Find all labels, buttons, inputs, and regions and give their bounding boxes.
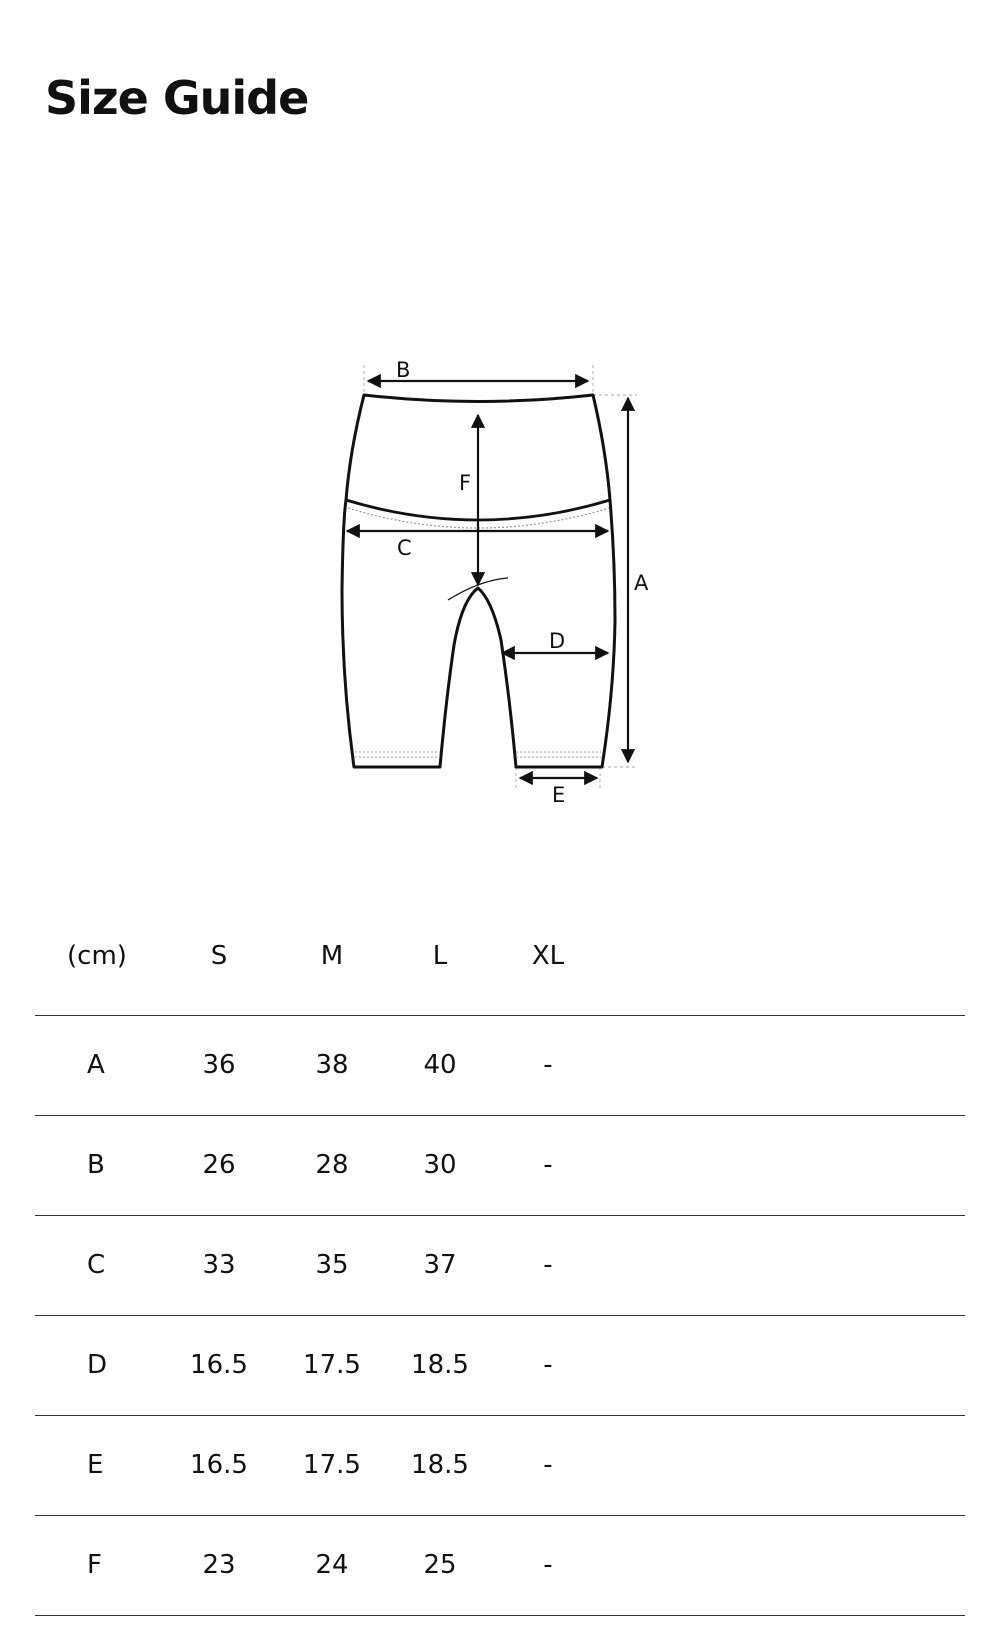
row-spacer [602,1115,965,1215]
table-row [35,1515,965,1615]
header-spacer [602,911,965,1015]
table-row [35,1415,965,1515]
cell-value: - [494,1215,602,1315]
cell-value: - [494,1115,602,1215]
cell-value: 38 [278,1015,386,1115]
cell-value: 18.5 [386,1415,494,1515]
cell-value: 24 [278,1515,386,1615]
label-d: D [549,629,566,653]
cell-value: 37 [386,1215,494,1315]
cell-value: 17.5 [278,1315,386,1415]
shorts-diagram-svg [330,360,690,840]
table-row [35,1315,965,1415]
guide-lines [364,365,637,788]
page-title: Size Guide [45,71,309,125]
cell-value: 25 [386,1515,494,1615]
row-label: F [35,1515,160,1615]
label-a: A [634,571,649,595]
hem-stitching [355,752,601,757]
size-table [35,911,965,1616]
size-header-s: S [160,911,278,1015]
row-spacer [602,1415,965,1515]
cell-value: 23 [160,1515,278,1615]
measurement-arrows [347,381,628,778]
cell-value: 28 [278,1115,386,1215]
cell-value: 16.5 [160,1415,278,1515]
label-f: F [459,471,472,495]
cell-value: 36 [160,1015,278,1115]
cell-value: 33 [160,1215,278,1315]
cell-value: 17.5 [278,1415,386,1515]
row-label: D [35,1315,160,1415]
cell-value: 18.5 [386,1315,494,1415]
cell-value: - [494,1015,602,1115]
cell-value: - [494,1415,602,1515]
row-spacer [602,1215,965,1315]
cell-value: - [494,1515,602,1615]
size-header-m: M [278,911,386,1015]
row-spacer [602,1315,965,1415]
row-label: E [35,1415,160,1515]
label-e: E [552,783,566,807]
table-header-row [35,911,965,1015]
shorts-measurement-diagram [330,360,690,840]
cell-value: 26 [160,1115,278,1215]
cell-value: 30 [386,1115,494,1215]
row-spacer [602,1515,965,1615]
table-row [35,1115,965,1215]
row-spacer [602,1015,965,1115]
label-b: B [396,358,411,382]
cell-value: 35 [278,1215,386,1315]
cell-value: 40 [386,1015,494,1115]
cell-value: 16.5 [160,1315,278,1415]
unit-header: (cm) [35,911,160,1015]
cell-value: - [494,1315,602,1415]
row-label: B [35,1115,160,1215]
row-label: A [35,1015,160,1115]
size-header-xl: XL [494,911,602,1015]
table-row [35,1215,965,1315]
row-label: C [35,1215,160,1315]
table-row [35,1015,965,1115]
label-c: C [397,536,412,560]
size-header-l: L [386,911,494,1015]
